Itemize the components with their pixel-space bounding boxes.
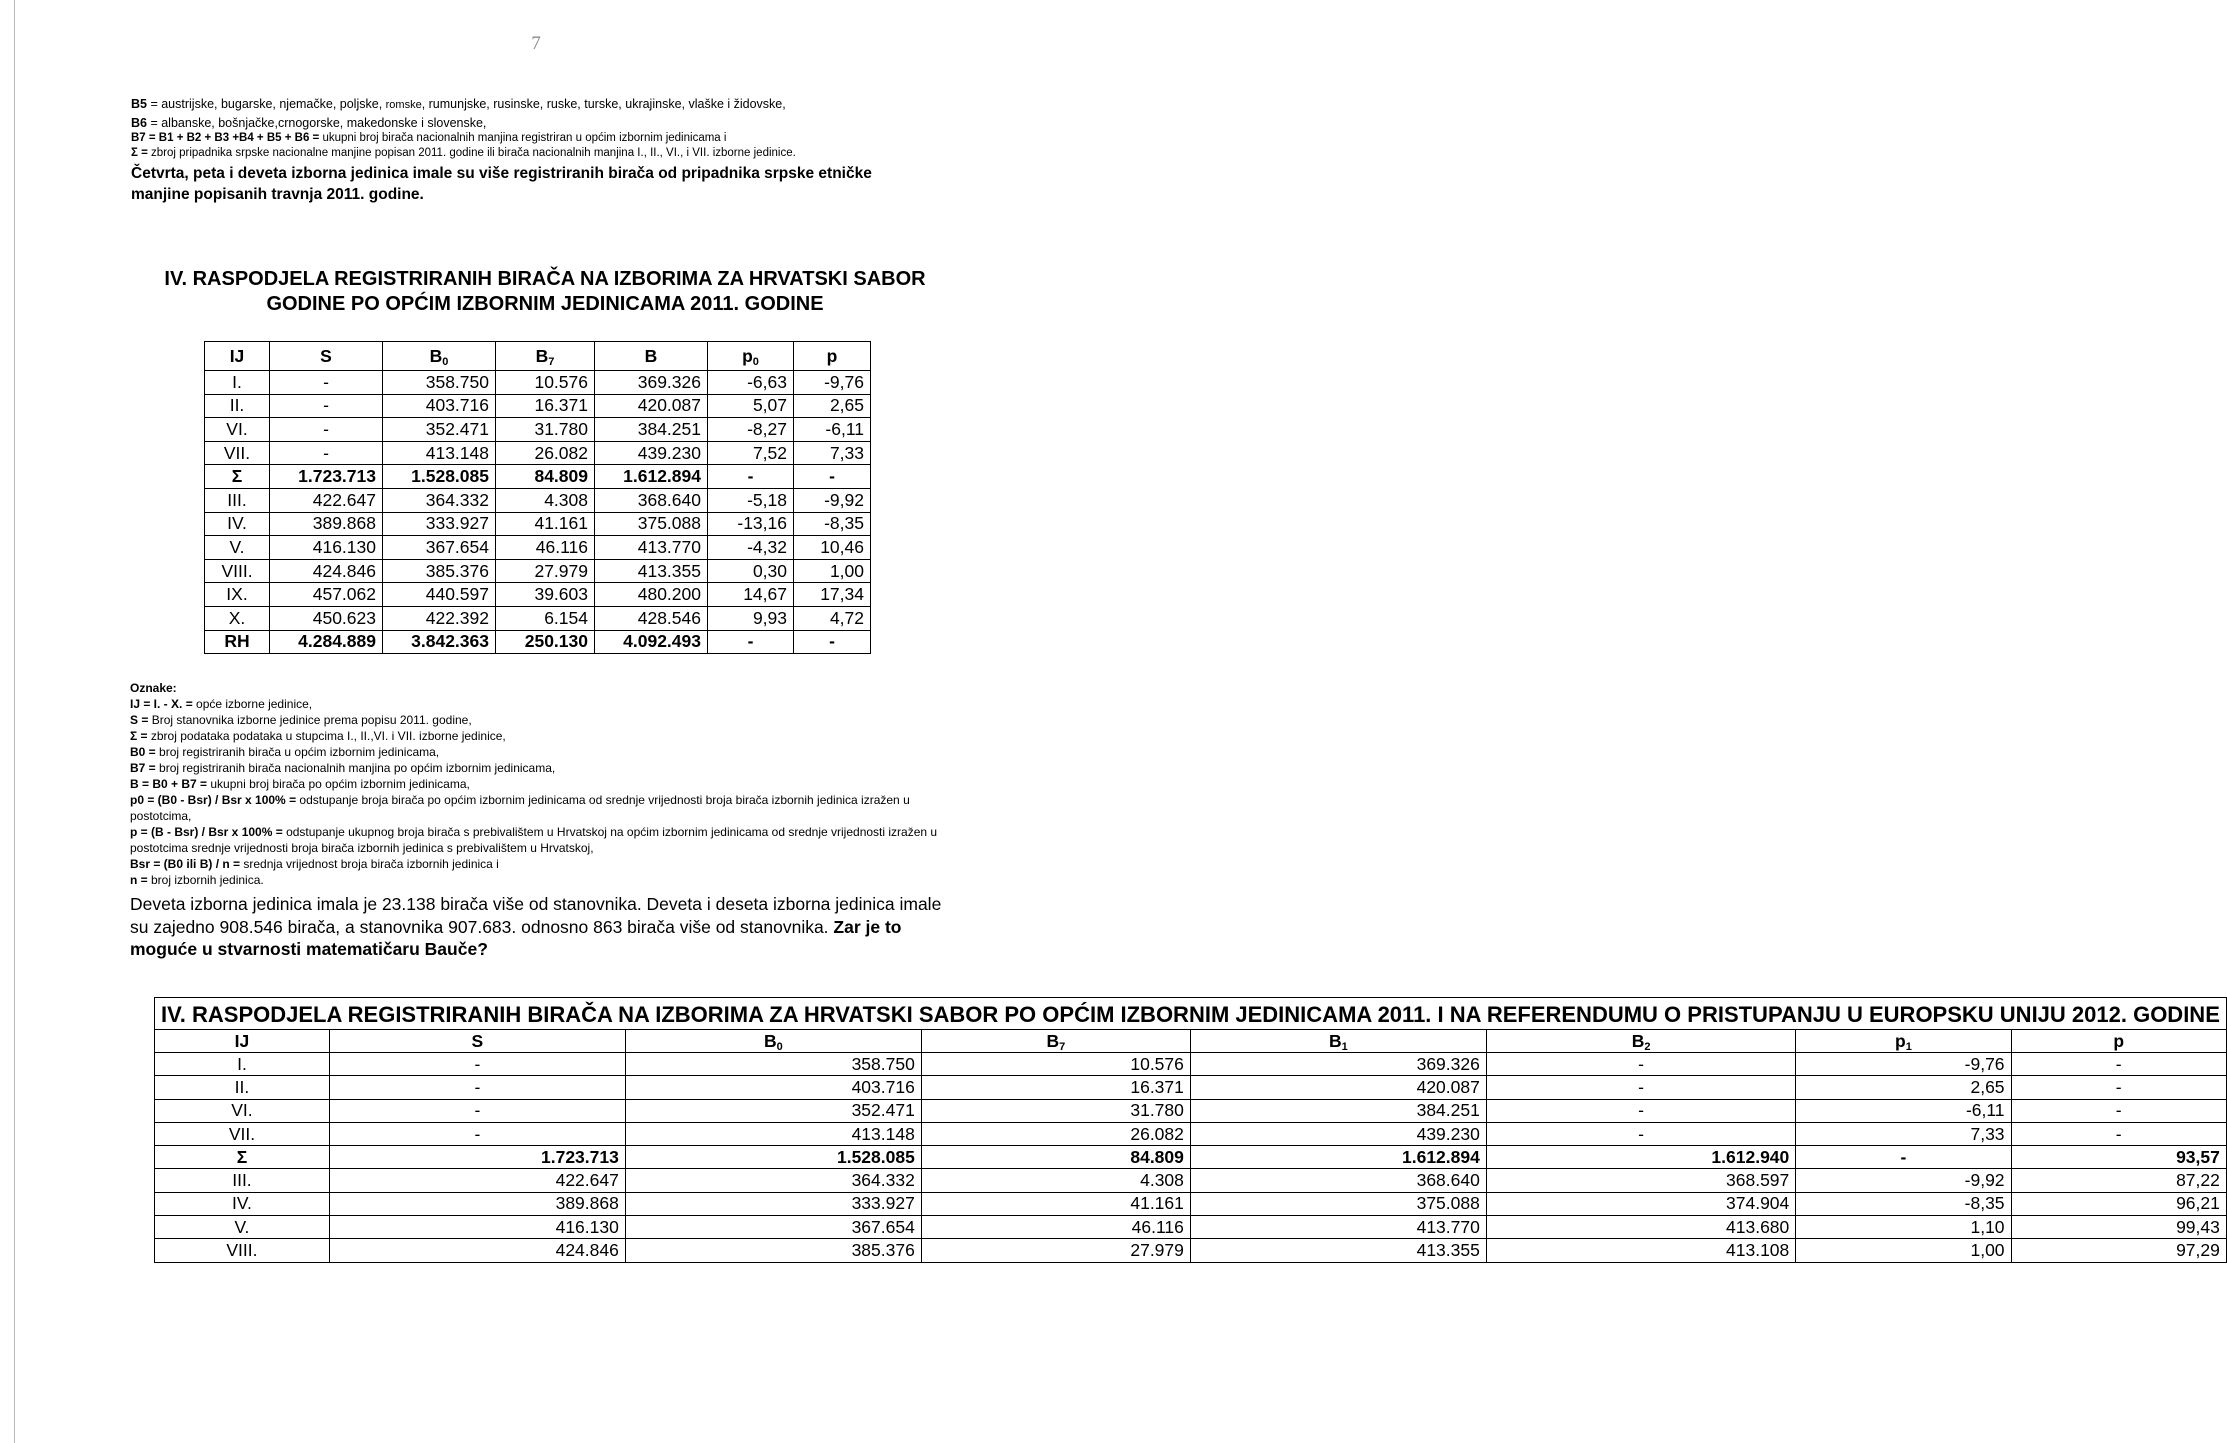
table-cell: -: [2011, 1099, 2226, 1122]
table-cell: 6.154: [496, 606, 595, 630]
table-cell: -13,16: [708, 512, 794, 536]
table-cell: -6,11: [794, 418, 871, 442]
table-row: [155, 1146, 2227, 1169]
table-cell: I.: [205, 371, 270, 395]
table-cell: VII.: [155, 1122, 330, 1145]
oznake-line: p = (B - Bsr) / Bsr x 100% = odstupanje ukupnog broja birača s prebivalištem u Hrvatskoj na općim izbornim jedinicama od srednje vrijednosti izražen u postotcima srednje vrijednosti broja birača izbornih jedinica s prebivalištem u Hrvatskoj,: [130, 825, 938, 855]
table-cell: 16.371: [921, 1076, 1190, 1099]
table-cell: V.: [155, 1216, 330, 1239]
table-cell: 46.116: [921, 1216, 1190, 1239]
table-cell: 7,52: [708, 441, 794, 465]
table-header-row: [205, 342, 871, 371]
table-cell: II.: [155, 1076, 330, 1099]
table-cell: 26.082: [921, 1122, 1190, 1145]
table-cell: 368.640: [595, 488, 708, 512]
table-cell: VI.: [205, 418, 270, 442]
oznake-line: B0 = broj registriranih birača u općim izbornim jedinicama,: [130, 745, 440, 759]
oznake-line: B7 = broj registriranih birača nacionalnih manjina po općim izbornim jedinicama,: [130, 761, 556, 775]
table-cell: 420.087: [595, 394, 708, 418]
table-cell: 93,57: [2011, 1146, 2226, 1169]
table-cell: -6,11: [1796, 1099, 2011, 1122]
table-cell: -: [1486, 1099, 1795, 1122]
table-cell: 416.130: [329, 1216, 625, 1239]
table-cell: 420.087: [1190, 1076, 1486, 1099]
table-cell: V.: [205, 536, 270, 560]
table-cell: 4.308: [496, 488, 595, 512]
table-electors-2011: [204, 341, 871, 654]
table-row: [155, 1122, 2227, 1145]
table-cell: 367.654: [625, 1216, 921, 1239]
oznake-line: B = B0 + B7 = ukupni broj birača po općim izbornim jedinicama,: [130, 777, 470, 791]
table-cell: Σ: [155, 1146, 330, 1169]
col-header: IJ: [155, 1030, 330, 1053]
table-row: [155, 1099, 2227, 1122]
table-row: [205, 371, 871, 395]
table-row: [205, 488, 871, 512]
table-cell: 364.332: [383, 488, 496, 512]
table-cell: -: [2011, 1122, 2226, 1145]
table-cell: -: [270, 394, 383, 418]
table-cell: Σ: [205, 465, 270, 489]
legend-top: [131, 96, 931, 205]
table-cell: 84.809: [921, 1146, 1190, 1169]
table-cell: 439.230: [1190, 1122, 1486, 1145]
col-header: $B_0$: [383, 342, 496, 371]
table-cell: 416.130: [270, 536, 383, 560]
table-cell: 31.780: [921, 1099, 1190, 1122]
table-cell: 99,43: [2011, 1216, 2226, 1239]
col-header: p: [794, 342, 871, 371]
table-cell: 333.927: [625, 1192, 921, 1215]
table-cell: -: [270, 418, 383, 442]
table-cell: -9,92: [794, 488, 871, 512]
table-cell: 46.116: [496, 536, 595, 560]
table-cell: 413.148: [625, 1122, 921, 1145]
table-cell: 10.576: [496, 371, 595, 395]
table-cell: 413.770: [595, 536, 708, 560]
table-cell: 96,21: [2011, 1192, 2226, 1215]
table-row: [205, 559, 871, 583]
table-cell: -: [2011, 1053, 2226, 1076]
table-row: [205, 606, 871, 630]
col-header: $B_7$: [496, 342, 595, 371]
table-cell: 422.647: [270, 488, 383, 512]
table-cell: 367.654: [383, 536, 496, 560]
col-header: $B_0$: [625, 1030, 921, 1053]
table-cell: -8,27: [708, 418, 794, 442]
table-row: [205, 536, 871, 560]
table-header-row: [155, 1030, 2227, 1053]
table-cell: 413.770: [1190, 1216, 1486, 1239]
table-cell: 375.088: [1190, 1192, 1486, 1215]
table-cell: I.: [155, 1053, 330, 1076]
table-cell: 424.846: [329, 1239, 625, 1262]
table-cell: RH: [205, 630, 270, 654]
table-cell: 385.376: [625, 1239, 921, 1262]
table-cell: 97,29: [2011, 1239, 2226, 1262]
table-cell: VIII.: [205, 559, 270, 583]
table-cell: 422.392: [383, 606, 496, 630]
table-cell: -: [1486, 1053, 1795, 1076]
col-header: B: [595, 342, 708, 371]
table-cell: 358.750: [383, 371, 496, 395]
table-cell: 333.927: [383, 512, 496, 536]
table-cell: -: [1486, 1076, 1795, 1099]
col-header: $B_7$: [921, 1030, 1190, 1053]
table-cell: 2,65: [794, 394, 871, 418]
table-cell: 368.597: [1486, 1169, 1795, 1192]
table-cell: 5,07: [708, 394, 794, 418]
oznake-line: Σ = zbroj podataka podataka u stupcima I., II.,VI. i VII. izborne jedinice,: [130, 729, 506, 743]
section-title: IV. RASPODJELA REGISTRIRANIH BIRAČA NA IZBORIMA ZA HRVATSKI SABOR GODINE PO OPĆIM IZBORNIM JEDINICAMA 2011. GODINE: [164, 268, 926, 315]
table-cell: IV.: [205, 512, 270, 536]
table-cell: 369.326: [1190, 1053, 1486, 1076]
table-row: [155, 1216, 2227, 1239]
table-cell: 389.868: [270, 512, 383, 536]
table-cell: III.: [205, 488, 270, 512]
table-cell: 3.842.363: [383, 630, 496, 654]
col-header: $B_1$: [1190, 1030, 1486, 1053]
table-cell: 457.062: [270, 583, 383, 607]
table-row: [155, 1192, 2227, 1215]
table-row: [205, 583, 871, 607]
table-cell: 1.612.940: [1486, 1146, 1795, 1169]
table-cell: 374.904: [1486, 1192, 1795, 1215]
table-cell: 1.723.713: [270, 465, 383, 489]
table-cell: 413.148: [383, 441, 496, 465]
table-cell: 384.251: [595, 418, 708, 442]
table-cell: 352.471: [625, 1099, 921, 1122]
table-cell: 1.612.894: [595, 465, 708, 489]
table-cell: 389.868: [329, 1192, 625, 1215]
table-cell: -8,35: [1796, 1192, 2011, 1215]
table-cell: 1,10: [1796, 1216, 2011, 1239]
table-cell: 27.979: [921, 1239, 1190, 1262]
table-cell: 31.780: [496, 418, 595, 442]
oznake-line: p0 = (B0 - Bsr) / Bsr x 100% = odstupanje broja birača po općim izbornim jedinicama od srednje vrijednosti broja birača izbornih jedinica izražen u postotcima,: [130, 793, 910, 823]
table-cell: 375.088: [595, 512, 708, 536]
oznake-title: Oznake:: [130, 681, 177, 695]
table-cell: 428.546: [595, 606, 708, 630]
table-row: [155, 1053, 2227, 1076]
table-cell: -: [794, 630, 871, 654]
table-cell: -: [270, 441, 383, 465]
table-cell: 352.471: [383, 418, 496, 442]
legend-b6: B6 = albanske, bošnjačke,crnogorske, makedonske i slovenske,: [131, 116, 487, 130]
table-cell: 4,72: [794, 606, 871, 630]
table-cell: 403.716: [383, 394, 496, 418]
table-cell: 7,33: [794, 441, 871, 465]
table-caption-row: [155, 998, 2227, 1030]
table-row: [205, 465, 871, 489]
table-cell: -: [270, 371, 383, 395]
table-cell: -: [329, 1122, 625, 1145]
table-cell: VI.: [155, 1099, 330, 1122]
page-number: 7: [531, 33, 541, 54]
table-cell: 358.750: [625, 1053, 921, 1076]
oznake-line: IJ = I. - X. = opće izborne jedinice,: [130, 697, 313, 711]
table-cell: -9,76: [1796, 1053, 2011, 1076]
table-cell: 385.376: [383, 559, 496, 583]
oznake-line: n = broj izbornih jedinica.: [130, 873, 264, 887]
table-cell: 424.846: [270, 559, 383, 583]
bold-note: Četvrta, peta i deveta izborna jedinica imale su više registriranih birača od pripadnika srpske etničke manjine popisanih travnja 2011. godine.: [131, 165, 872, 203]
table-cell: 1.528.085: [383, 465, 496, 489]
col-header: S: [270, 342, 383, 371]
table-cell: 26.082: [496, 441, 595, 465]
table-cell: -: [794, 465, 871, 489]
commentary-paragraph: Deveta izborna jedinica imala je 23.138 birača više od stanovnika. Deveta i deseta izborna jedinica imale su zajedno 908.546 birača, a stanovnika 907.683. odnosno 863 birača više od stanovnika. Zar je to moguće u stvarnosti matematičaru Bauče?: [130, 894, 942, 959]
oznake-line: Bsr = (B0 ili B) / n = srednja vrijednost broja birača izbornih jedinica i: [130, 857, 499, 871]
oznake-legend: [130, 680, 950, 888]
page-edge-line: [14, 0, 15, 1443]
table-cell: 4.284.889: [270, 630, 383, 654]
table-cell: 1,00: [1796, 1239, 2011, 1262]
table-cell: -: [329, 1076, 625, 1099]
table-cell: 413.355: [595, 559, 708, 583]
table-cell: 10.576: [921, 1053, 1190, 1076]
table-cell: 250.130: [496, 630, 595, 654]
table-cell: VIII.: [155, 1239, 330, 1262]
table2-caption: IV. RASPODJELA REGISTRIRANIH BIRAČA NA IZBORIMA ZA HRVATSKI SABOR PO OPĆIM IZBORNIM JEDINICAMA 2011. I NA REFERENDUMU O PRISTUPANJU U EUROPSKU UNIJU 2012. GODINE: [155, 998, 2227, 1030]
table-cell: 1,00: [794, 559, 871, 583]
table-cell: 41.161: [496, 512, 595, 536]
table-cell: 384.251: [1190, 1099, 1486, 1122]
table-cell: 41.161: [921, 1192, 1190, 1215]
table-cell: 84.809: [496, 465, 595, 489]
table-cell: 16.371: [496, 394, 595, 418]
table-cell: 2,65: [1796, 1076, 2011, 1099]
table-cell: -: [708, 465, 794, 489]
legend-b7: B7 = B1 + B2 + B3 +B4 + B5 + B6 = ukupni broj birača nacionalnih manjina registriran u općim izbornim jedinicama i: [131, 132, 727, 144]
table-cell: 440.597: [383, 583, 496, 607]
table-cell: 413.680: [1486, 1216, 1795, 1239]
table-row: [205, 630, 871, 654]
table-cell: 403.716: [625, 1076, 921, 1099]
oznake-line: S = Broj stanovnika izborne jedinice prema popisu 2011. godine,: [130, 713, 472, 727]
table-cell: 480.200: [595, 583, 708, 607]
table-cell: II.: [205, 394, 270, 418]
table-cell: 14,67: [708, 583, 794, 607]
legend-sigma: Σ = zbroj pripadnika srpske nacionalne manjine popisan 2011. godine ili birača nacionalnih manjina I., II., VI., i VII. izborne jedinice.: [131, 147, 796, 159]
table-row: [155, 1169, 2227, 1192]
table-cell: -9,76: [794, 371, 871, 395]
table-cell: 0,30: [708, 559, 794, 583]
table-cell: 422.647: [329, 1169, 625, 1192]
table-cell: -9,92: [1796, 1169, 2011, 1192]
table-cell: 27.979: [496, 559, 595, 583]
col-header: p: [2011, 1030, 2226, 1053]
table-cell: 368.640: [1190, 1169, 1486, 1192]
legend-b5: B5 = austrijske, bugarske, njemačke, poljske, romske, rumunjske, rusinske, ruske, turske, ukrajinske, vlaške i židovske,: [131, 97, 786, 111]
table-cell: 4.092.493: [595, 630, 708, 654]
table-row: [155, 1239, 2227, 1262]
table-cell: 439.230: [595, 441, 708, 465]
table-cell: -5,18: [708, 488, 794, 512]
col-header: $B_2$: [1486, 1030, 1795, 1053]
table-cell: 1.528.085: [625, 1146, 921, 1169]
table-cell: -6,63: [708, 371, 794, 395]
table-cell: 7,33: [1796, 1122, 2011, 1145]
col-header: $p_1$: [1796, 1030, 2011, 1053]
table-cell: 17,34: [794, 583, 871, 607]
table-cell: -: [2011, 1076, 2226, 1099]
table-cell: -4,32: [708, 536, 794, 560]
table-cell: 413.355: [1190, 1239, 1486, 1262]
table-row: [205, 441, 871, 465]
table-cell: IV.: [155, 1192, 330, 1215]
table-cell: 39.603: [496, 583, 595, 607]
table-cell: 450.623: [270, 606, 383, 630]
table-cell: -: [1796, 1146, 2011, 1169]
table-cell: -: [329, 1099, 625, 1122]
table-cell: 9,93: [708, 606, 794, 630]
col-header: IJ: [205, 342, 270, 371]
table-cell: VII.: [205, 441, 270, 465]
table-cell: 87,22: [2011, 1169, 2226, 1192]
table-cell: 369.326: [595, 371, 708, 395]
table-row: [205, 512, 871, 536]
table-cell: IX.: [205, 583, 270, 607]
col-header: S: [329, 1030, 625, 1053]
table-electors-2011-2012: [154, 997, 2227, 1263]
table-cell: -: [329, 1053, 625, 1076]
table-cell: -8,35: [794, 512, 871, 536]
table-row: [205, 418, 871, 442]
table-cell: III.: [155, 1169, 330, 1192]
table-cell: 1.723.713: [329, 1146, 625, 1169]
table-cell: -: [708, 630, 794, 654]
table-cell: X.: [205, 606, 270, 630]
table-cell: 10,46: [794, 536, 871, 560]
col-header: $p_0$: [708, 342, 794, 371]
table-cell: 364.332: [625, 1169, 921, 1192]
table-cell: -: [1486, 1122, 1795, 1145]
table-cell: 4.308: [921, 1169, 1190, 1192]
table-row: [205, 394, 871, 418]
table-cell: 1.612.894: [1190, 1146, 1486, 1169]
table-row: [155, 1076, 2227, 1099]
table-cell: 413.108: [1486, 1239, 1795, 1262]
